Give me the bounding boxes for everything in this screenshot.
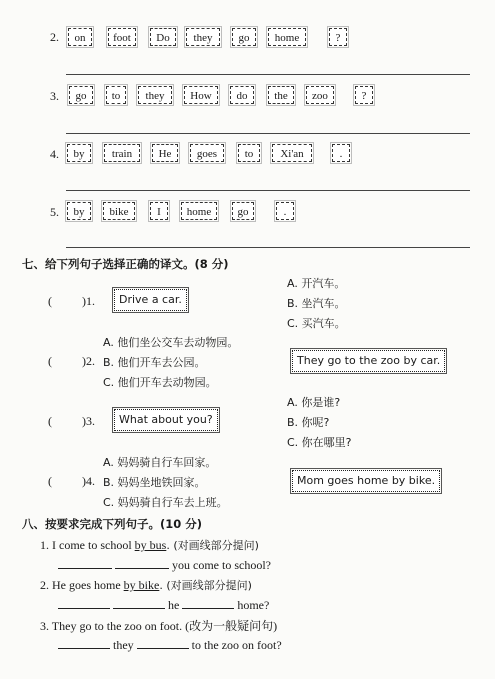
answer-line	[66, 247, 470, 248]
word-card: .	[332, 144, 350, 162]
answer-line	[66, 133, 470, 134]
word-card: the	[268, 86, 294, 104]
question-8-3	[40, 617, 277, 634]
question-8-2	[40, 577, 252, 593]
word-card: ?	[355, 86, 373, 104]
answer-blank[interactable]	[182, 597, 234, 609]
answer-text: they	[113, 638, 134, 652]
section-8-title: 八、按要求完成下列句子。(10 分)	[22, 517, 203, 531]
answer-line	[66, 74, 470, 75]
word-card: go	[232, 202, 254, 220]
word-card: ?	[329, 28, 347, 46]
word-card: .	[276, 202, 294, 220]
word-card: home	[181, 202, 217, 220]
option-a: A. 你是谁?	[287, 396, 341, 409]
option-b: B. 坐汽车。	[287, 297, 346, 310]
option-c: C. 妈妈骑自行车去上班。	[103, 496, 228, 509]
row-number: 2.	[50, 30, 59, 44]
word-card: by	[67, 202, 91, 220]
word-card: I	[150, 202, 168, 220]
sentence-box: What about you?	[114, 409, 218, 431]
word-card: to	[106, 86, 126, 104]
option-b: B. 妈妈坐地铁回家。	[103, 476, 206, 489]
option-c: C. 你在哪里?	[287, 436, 352, 449]
answer-8-1	[58, 557, 271, 573]
row-number: 3.	[50, 89, 59, 103]
question-text: 1. I come to school	[40, 538, 135, 552]
word-card: bike	[103, 202, 135, 220]
answer-text: home?	[237, 598, 270, 612]
answer-blank[interactable]	[58, 597, 110, 609]
word-card: Do	[150, 28, 176, 46]
question-number: )3.	[82, 414, 95, 428]
answer-paren: (	[48, 474, 52, 488]
option-c: C. 买汽车。	[287, 317, 346, 330]
word-card: zoo	[306, 86, 334, 104]
word-card: they	[186, 28, 220, 46]
option-a: A. 他们坐公交车去动物园。	[103, 336, 239, 349]
word-card: go	[69, 86, 93, 104]
word-card: goes	[190, 144, 224, 162]
option-b: B. 你呢?	[287, 416, 330, 429]
word-card: Xi'an	[272, 144, 312, 162]
word-card: on	[68, 28, 92, 46]
answer-paren: (	[48, 414, 52, 428]
question-number: )2.	[82, 354, 95, 368]
option-b: B. 他们开车去公园。	[103, 356, 206, 369]
word-card: by	[67, 144, 91, 162]
word-card: How	[184, 86, 218, 104]
underlined-phrase: by bus	[134, 538, 167, 552]
answer-blank[interactable]	[113, 597, 165, 609]
option-a: A. 开汽车。	[287, 277, 346, 290]
sentence-box: Mom goes home by bike.	[292, 470, 440, 492]
answer-blank[interactable]	[58, 637, 110, 649]
row-number: 4.	[50, 147, 59, 161]
word-card: He	[152, 144, 178, 162]
row-number: 5.	[50, 205, 59, 219]
answer-line	[66, 190, 470, 191]
section-7-title: 七、给下列句子选择正确的译文。(8 分)	[22, 257, 229, 271]
answer-text: to the zoo on foot?	[191, 638, 282, 652]
instruction: . (对画线部分提问)	[159, 579, 252, 592]
word-card: train	[104, 144, 140, 162]
answer-8-2	[58, 597, 269, 613]
instruction: . (对画线部分提问)	[166, 539, 259, 552]
answer-text: he	[168, 598, 180, 612]
word-card: home	[268, 28, 306, 46]
answer-text: you come to school?	[172, 558, 271, 572]
answer-paren: (	[48, 354, 52, 368]
underlined-phrase: by bike	[123, 578, 160, 592]
word-card: do	[230, 86, 254, 104]
sentence-box: They go to the zoo by car.	[292, 350, 445, 372]
word-card: go	[232, 28, 256, 46]
answer-8-3	[58, 637, 282, 653]
question-number: )1.	[82, 294, 95, 308]
word-card: foot	[108, 28, 136, 46]
answer-blank[interactable]	[58, 557, 112, 569]
option-c: C. 他们开车去动物园。	[103, 376, 217, 389]
option-a: A. 妈妈骑自行车回家。	[103, 456, 217, 469]
sentence-box: Drive a car.	[114, 289, 187, 311]
answer-paren: (	[48, 294, 52, 308]
question-text: 3. They go to the zoo on foot. (改为一般疑问句)	[40, 619, 278, 633]
question-text: 2. He goes home	[40, 578, 124, 592]
word-card: to	[238, 144, 260, 162]
question-number: )4.	[82, 474, 95, 488]
answer-blank[interactable]	[137, 637, 189, 649]
word-card: they	[138, 86, 172, 104]
answer-blank[interactable]	[115, 557, 169, 569]
question-8-1	[40, 537, 259, 553]
